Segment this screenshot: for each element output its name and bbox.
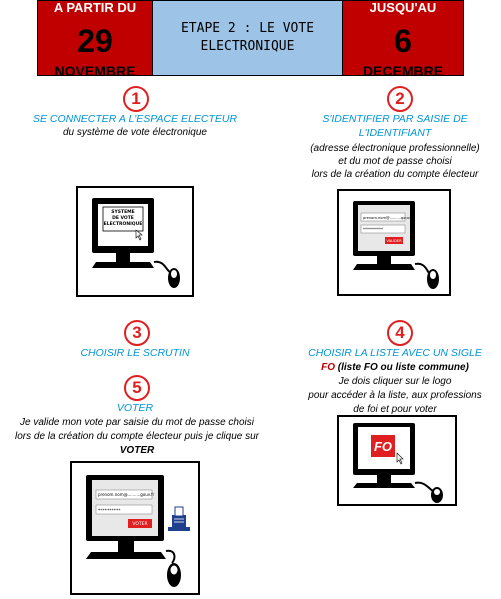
step-1-screen-line2: DE VOTE bbox=[112, 216, 134, 221]
step-5-desc-line3: VOTER bbox=[119, 445, 155, 456]
computer-icon bbox=[78, 188, 192, 295]
step-1-screen-line1: SYSTEME bbox=[111, 210, 135, 215]
start-date-label: A PARTIR DU bbox=[53, 0, 137, 15]
step-4-list-rest: (liste FO ou liste commune) bbox=[334, 362, 469, 373]
step-5-desc-line2: lors de la création du compte électeur puis je clique sur bbox=[14, 431, 260, 442]
login-computer-icon bbox=[339, 191, 449, 294]
step-2-desc-line1: (adresse électronique professionnelle) bbox=[310, 143, 480, 154]
step-2-desc-line3: lors de la création du compte électeur bbox=[311, 169, 479, 180]
step-4-desc-line1: Je dois cliquer sur le logo bbox=[338, 376, 452, 387]
step-4-desc-line2: pour accéder à la liste, aux professions bbox=[308, 390, 482, 401]
step-4-illustration bbox=[337, 415, 457, 506]
step-5-vote-button: VOTER bbox=[132, 522, 148, 527]
step-4-desc-line3: de foi et pour voter bbox=[353, 404, 437, 415]
step-2-password-field: ********** bbox=[363, 227, 383, 232]
end-date-box bbox=[342, 0, 464, 79]
step-4-number: 4 bbox=[387, 320, 413, 346]
step-4-fo-label: FO bbox=[321, 362, 335, 373]
start-date-month: NOVEMBRE bbox=[54, 63, 136, 79]
step-4-fo-logo: FO bbox=[373, 439, 393, 454]
step-2-number: 2 bbox=[387, 86, 413, 112]
step-2-illustration bbox=[337, 189, 451, 296]
end-date-day: 6 bbox=[394, 23, 412, 59]
vote-computer-icon bbox=[72, 463, 198, 593]
step-4-list-line bbox=[290, 361, 500, 374]
step-5-email-field: prenom.nom@..........gouv.fr bbox=[98, 492, 155, 497]
step-1-number: 1 bbox=[123, 86, 149, 112]
step-1-screen-line3: ELECTRONIQUE bbox=[103, 222, 143, 227]
step-1-description: du système de vote électronique bbox=[63, 127, 207, 138]
start-date-day: 29 bbox=[77, 23, 113, 59]
end-date-month: DECEMBRE bbox=[362, 63, 444, 79]
step-2-desc-line2: et du mot de passe choisi bbox=[338, 156, 452, 167]
step-3-title: CHOISIR LE SCRUTIN bbox=[80, 347, 190, 359]
step-2-title-line1: S'IDENTIFIER PAR SAISIE DE bbox=[322, 113, 468, 125]
ballot-box-icon bbox=[168, 507, 190, 531]
step-5-password-field: ********** bbox=[98, 509, 121, 514]
step-5-desc-line1: Je valide mon vote par saisie du mot de passe choisi bbox=[19, 417, 254, 428]
step-2-email-field: prenom.nom@..........gouv.fr bbox=[363, 216, 414, 220]
step-5-illustration bbox=[70, 461, 200, 595]
fo-computer-icon bbox=[339, 417, 455, 504]
step-2-title-line2: L'IDENTIFIANT bbox=[358, 127, 432, 139]
step-4-title: CHOISIR LA LISTE AVEC UN SIGLE bbox=[308, 347, 482, 359]
step-1-illustration bbox=[76, 186, 194, 297]
stage-title-line1: ETAPE 2 : LE VOTE bbox=[180, 21, 315, 36]
stage-title-line2: ELECTRONIQUE bbox=[200, 39, 295, 54]
step-2-validate-button: VALIDER bbox=[386, 239, 402, 243]
end-date-label: JUSQU'AU bbox=[369, 0, 437, 15]
stage-box bbox=[152, 0, 343, 76]
step-1-title: SE CONNECTER A L'ESPACE ELECTEUR bbox=[32, 113, 238, 125]
step-5-title: VOTER bbox=[116, 402, 154, 414]
step-5-number: 5 bbox=[124, 375, 150, 401]
step-3-number: 3 bbox=[124, 320, 150, 346]
start-date-box bbox=[37, 0, 153, 79]
